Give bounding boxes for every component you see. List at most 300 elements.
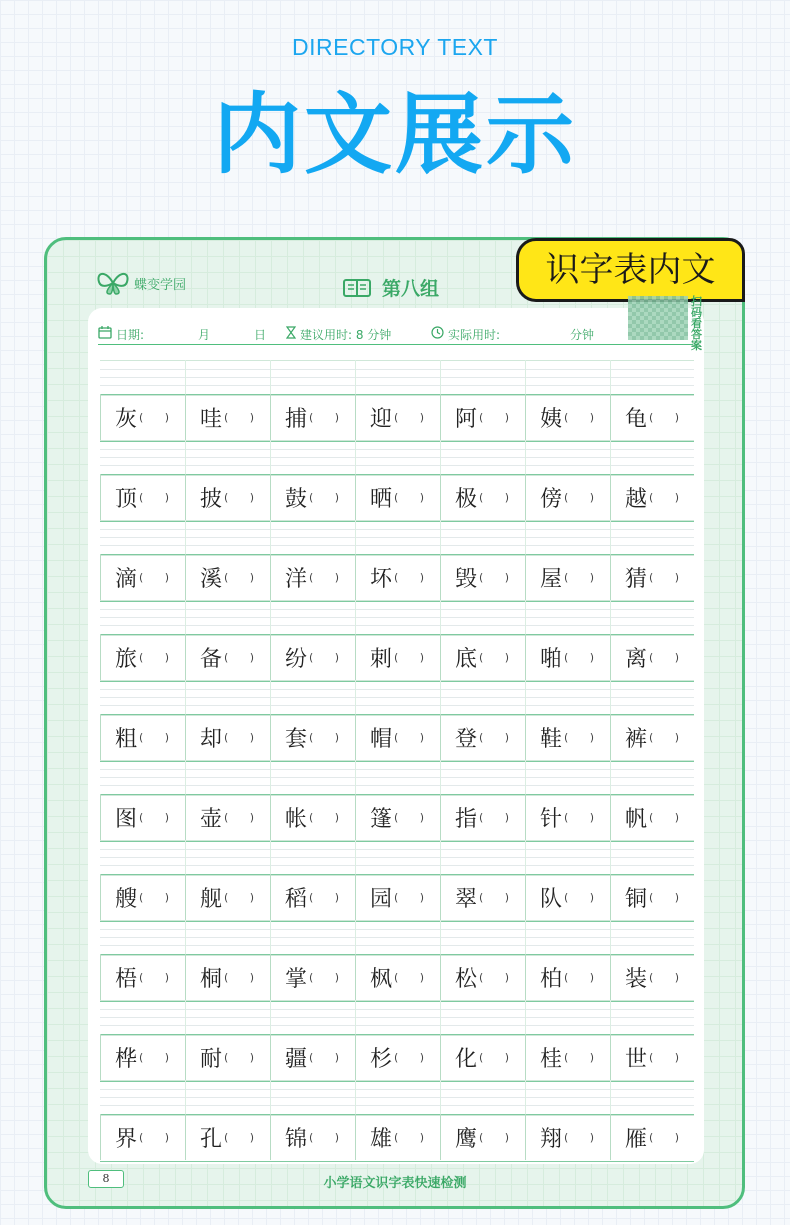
pinyin-answer-blank[interactable]: ( )	[649, 810, 689, 824]
character-cell[interactable]	[525, 874, 610, 920]
character: 舰	[200, 886, 223, 912]
character-cell[interactable]	[440, 794, 525, 840]
character-cell[interactable]	[100, 1034, 185, 1080]
pinyin-answer-blank[interactable]: ( )	[394, 1130, 434, 1144]
character-cell[interactable]	[610, 554, 695, 600]
pinyin-answer-blank[interactable]: ( )	[649, 650, 689, 664]
column-divider	[355, 600, 356, 634]
character-row	[100, 520, 694, 600]
character-cell[interactable]	[355, 634, 440, 680]
character-cell[interactable]	[100, 954, 185, 1000]
character-cell[interactable]	[355, 714, 440, 760]
guide-line	[100, 529, 694, 530]
pinyin-answer-blank[interactable]: ( )	[224, 650, 264, 664]
column-divider	[610, 600, 611, 634]
pinyin-answer-blank[interactable]: ( )	[479, 730, 519, 744]
column-divider	[440, 840, 441, 874]
character-cell[interactable]	[440, 874, 525, 920]
character-cell[interactable]	[100, 474, 185, 520]
column-divider	[355, 920, 356, 954]
character-cell[interactable]	[100, 394, 185, 440]
character-cell[interactable]	[610, 954, 695, 1000]
character-cell[interactable]	[355, 474, 440, 520]
column-divider	[525, 440, 526, 474]
pinyin-answer-blank[interactable]: ( )	[564, 890, 604, 904]
pinyin-answer-blank[interactable]: ( )	[564, 1130, 604, 1144]
pinyin-answer-blank[interactable]: ( )	[564, 410, 604, 424]
open-book-icon	[342, 277, 372, 299]
pinyin-answer-blank[interactable]: ( )	[394, 570, 434, 584]
guide-line	[100, 1017, 694, 1018]
character: 捕	[285, 406, 308, 432]
character: 翠	[455, 886, 478, 912]
character: 帐	[285, 806, 308, 832]
character-cell[interactable]	[100, 714, 185, 760]
character-cell[interactable]	[185, 1114, 270, 1160]
character-cell[interactable]	[610, 794, 695, 840]
character-cell[interactable]	[100, 874, 185, 920]
guide-line	[100, 377, 694, 378]
column-divider	[610, 920, 611, 954]
calendar-icon	[98, 326, 112, 342]
pinyin-answer-blank[interactable]: ( )	[139, 970, 179, 984]
column-divider	[270, 520, 271, 554]
character-cell[interactable]	[440, 554, 525, 600]
character: 世	[625, 1046, 648, 1072]
character-cell[interactable]	[610, 1034, 695, 1080]
guide-line	[100, 865, 694, 866]
column-divider	[610, 440, 611, 474]
character: 化	[455, 1046, 478, 1072]
character-cell[interactable]	[185, 634, 270, 680]
header-english-title: DIRECTORY TEXT	[292, 34, 498, 60]
guide-line	[100, 769, 694, 770]
character: 洋	[285, 566, 308, 592]
character: 枫	[370, 966, 393, 992]
pinyin-answer-blank[interactable]: ( )	[394, 890, 434, 904]
column-divider	[610, 840, 611, 874]
column-divider	[525, 600, 526, 634]
pinyin-answer-blank[interactable]: ( )	[564, 570, 604, 584]
character-cell[interactable]	[440, 714, 525, 760]
pinyin-answer-blank[interactable]: ( )	[224, 410, 264, 424]
character: 裤	[625, 726, 648, 752]
character-cell[interactable]	[270, 954, 355, 1000]
pinyin-answer-blank[interactable]: ( )	[649, 890, 689, 904]
character: 离	[625, 646, 648, 672]
character: 纷	[285, 646, 308, 672]
character-cell[interactable]	[525, 394, 610, 440]
character-row	[100, 680, 694, 760]
header-chinese-title: 内文展示	[212, 83, 577, 186]
character-cell[interactable]	[355, 554, 440, 600]
pinyin-answer-blank[interactable]: ( )	[649, 1130, 689, 1144]
butterfly-icon	[96, 270, 130, 296]
character: 耐	[200, 1046, 223, 1072]
character-cell[interactable]	[610, 1114, 695, 1160]
character-cell[interactable]	[355, 794, 440, 840]
pinyin-guide-lines	[100, 520, 694, 556]
column-divider	[270, 1080, 271, 1114]
pinyin-answer-blank[interactable]: ( )	[479, 1050, 519, 1064]
pinyin-answer-blank[interactable]: ( )	[139, 1050, 179, 1064]
column-divider	[525, 520, 526, 554]
character: 滴	[115, 566, 138, 592]
column-divider	[525, 920, 526, 954]
character: 装	[625, 966, 648, 992]
pinyin-answer-blank[interactable]: ( )	[649, 1050, 689, 1064]
character-cell[interactable]	[100, 554, 185, 600]
character-cell[interactable]	[100, 794, 185, 840]
pinyin-answer-blank[interactable]: ( )	[224, 1050, 264, 1064]
character: 粗	[115, 726, 138, 752]
column-divider	[355, 840, 356, 874]
guide-line	[100, 1105, 694, 1106]
pinyin-answer-blank[interactable]: ( )	[479, 650, 519, 664]
pinyin-answer-blank[interactable]: ( )	[309, 410, 349, 424]
character: 猜	[625, 566, 648, 592]
column-divider	[355, 440, 356, 474]
column-divider	[270, 840, 271, 874]
pinyin-answer-blank[interactable]: ( )	[649, 490, 689, 504]
character-cell[interactable]	[355, 394, 440, 440]
pinyin-answer-blank[interactable]: ( )	[139, 1130, 179, 1144]
pinyin-answer-blank[interactable]: ( )	[394, 650, 434, 664]
pinyin-answer-blank[interactable]: ( )	[309, 1130, 349, 1144]
character: 稻	[285, 886, 308, 912]
pinyin-answer-blank[interactable]: ( )	[479, 1130, 519, 1144]
pinyin-answer-blank[interactable]: ( )	[224, 1130, 264, 1144]
column-divider	[270, 1000, 271, 1034]
pinyin-answer-blank[interactable]: ( )	[564, 650, 604, 664]
character-cell[interactable]	[610, 634, 695, 680]
character-cell[interactable]	[525, 794, 610, 840]
character-cell[interactable]	[525, 554, 610, 600]
character: 艘	[115, 886, 138, 912]
character: 姨	[540, 406, 563, 432]
column-divider	[355, 520, 356, 554]
pinyin-answer-blank[interactable]: ( )	[394, 810, 434, 824]
pinyin-answer-blank[interactable]: ( )	[224, 490, 264, 504]
pinyin-answer-blank[interactable]: ( )	[309, 730, 349, 744]
pinyin-answer-blank[interactable]: ( )	[649, 970, 689, 984]
character-cell[interactable]	[610, 714, 695, 760]
info-bar	[98, 324, 693, 345]
pinyin-guide-lines	[100, 1080, 694, 1116]
pinyin-answer-blank[interactable]: ( )	[564, 970, 604, 984]
pinyin-guide-lines	[100, 680, 694, 716]
guide-line	[100, 785, 694, 786]
character-cell[interactable]	[185, 954, 270, 1000]
pinyin-answer-blank[interactable]: ( )	[139, 490, 179, 504]
pinyin-answer-blank[interactable]: ( )	[479, 970, 519, 984]
character-cell[interactable]	[440, 1034, 525, 1080]
column-divider	[525, 1000, 526, 1034]
character-cell[interactable]	[525, 1034, 610, 1080]
column-divider	[185, 1080, 186, 1114]
character-cell[interactable]	[610, 474, 695, 520]
month-label: 月	[198, 328, 211, 342]
column-divider	[270, 440, 271, 474]
character: 界	[115, 1126, 138, 1152]
character: 针	[540, 806, 563, 832]
column-divider	[185, 360, 186, 394]
character: 鞋	[540, 726, 563, 752]
pinyin-guide-lines	[100, 440, 694, 476]
character: 套	[285, 726, 308, 752]
qr-label: 扫码看答案	[691, 295, 702, 352]
guide-line	[100, 1009, 694, 1010]
character: 哇	[200, 406, 223, 432]
pinyin-answer-blank[interactable]: ( )	[394, 730, 434, 744]
character: 顶	[115, 486, 138, 512]
guide-line	[100, 537, 694, 538]
pinyin-answer-blank[interactable]: ( )	[564, 490, 604, 504]
pinyin-guide-lines	[100, 760, 694, 796]
character-cell[interactable]	[440, 1114, 525, 1160]
column-divider	[440, 920, 441, 954]
guide-line	[100, 1025, 694, 1026]
character-cell[interactable]	[355, 1034, 440, 1080]
pinyin-answer-blank[interactable]: ( )	[394, 490, 434, 504]
pinyin-answer-blank[interactable]: ( )	[309, 890, 349, 904]
character-cell[interactable]	[270, 874, 355, 920]
pinyin-answer-blank[interactable]: ( )	[649, 410, 689, 424]
character-cell[interactable]	[525, 954, 610, 1000]
pinyin-answer-blank[interactable]: ( )	[309, 810, 349, 824]
brand-name: 蝶变学园	[134, 277, 187, 293]
character-cell[interactable]	[355, 874, 440, 920]
character: 鼓	[285, 486, 308, 512]
character-cell[interactable]	[270, 394, 355, 440]
date-label: 日期:	[116, 328, 145, 342]
character-row	[100, 840, 694, 920]
pinyin-answer-blank[interactable]: ( )	[479, 490, 519, 504]
column-divider	[440, 760, 441, 794]
character: 掌	[285, 966, 308, 992]
character-cell[interactable]	[355, 1114, 440, 1160]
character: 锦	[285, 1126, 308, 1152]
character: 底	[455, 646, 478, 672]
pinyin-answer-blank[interactable]: ( )	[224, 570, 264, 584]
character: 园	[370, 886, 393, 912]
character-cell[interactable]	[270, 554, 355, 600]
character-cell[interactable]	[610, 874, 695, 920]
character: 鹰	[455, 1126, 478, 1152]
pinyin-answer-blank[interactable]: ( )	[564, 810, 604, 824]
character-cell[interactable]	[185, 794, 270, 840]
guide-line	[100, 849, 694, 850]
pinyin-answer-blank[interactable]: ( )	[139, 650, 179, 664]
column-divider	[185, 840, 186, 874]
character: 松	[455, 966, 478, 992]
pinyin-guide-lines	[100, 840, 694, 876]
guide-line	[100, 625, 694, 626]
pinyin-answer-blank[interactable]: ( )	[394, 1050, 434, 1064]
pinyin-answer-blank[interactable]: ( )	[309, 650, 349, 664]
pinyin-answer-blank[interactable]: ( )	[139, 730, 179, 744]
pinyin-answer-blank[interactable]: ( )	[479, 410, 519, 424]
character-cell[interactable]	[185, 1034, 270, 1080]
column-divider	[610, 520, 611, 554]
character-cell[interactable]	[185, 714, 270, 760]
character: 翔	[540, 1126, 563, 1152]
column-divider	[270, 360, 271, 394]
hourglass-icon	[286, 326, 296, 342]
pinyin-answer-blank[interactable]: ( )	[394, 410, 434, 424]
column-divider	[440, 1080, 441, 1114]
column-divider	[355, 680, 356, 714]
content-tag: 识字表内文	[516, 238, 745, 302]
column-divider	[355, 360, 356, 394]
character: 队	[540, 886, 563, 912]
character-row	[100, 920, 694, 1000]
column-divider	[185, 440, 186, 474]
day-label: 日	[254, 328, 267, 342]
character: 极	[455, 486, 478, 512]
pinyin-answer-blank[interactable]: ( )	[479, 890, 519, 904]
character-cell[interactable]	[270, 634, 355, 680]
suggested-time: 建议用时: 8 分钟	[300, 328, 392, 342]
character-cell[interactable]	[185, 394, 270, 440]
column-divider	[440, 360, 441, 394]
character-cell[interactable]	[440, 954, 525, 1000]
character-cell[interactable]	[355, 954, 440, 1000]
column-divider	[185, 920, 186, 954]
guide-line	[100, 369, 694, 370]
character-cell[interactable]	[525, 714, 610, 760]
pinyin-answer-blank[interactable]: ( )	[224, 890, 264, 904]
character: 指	[455, 806, 478, 832]
character-cell[interactable]	[270, 1114, 355, 1160]
character: 雁	[625, 1126, 648, 1152]
character: 傍	[540, 486, 563, 512]
pinyin-answer-blank[interactable]: ( )	[309, 1050, 349, 1064]
character: 柏	[540, 966, 563, 992]
column-divider	[185, 680, 186, 714]
guide-line	[100, 609, 694, 610]
group-label: 第八组	[382, 278, 440, 300]
pinyin-answer-blank[interactable]: ( )	[564, 730, 604, 744]
column-divider	[270, 760, 271, 794]
column-divider	[270, 680, 271, 714]
pinyin-guide-lines	[100, 1000, 694, 1036]
column-divider	[610, 360, 611, 394]
guide-line	[100, 385, 694, 386]
page-number: 8	[88, 1170, 124, 1188]
character-cell[interactable]	[525, 474, 610, 520]
character: 雄	[370, 1126, 393, 1152]
pinyin-answer-blank[interactable]: ( )	[649, 570, 689, 584]
column-divider	[440, 520, 441, 554]
column-divider	[185, 1000, 186, 1034]
column-divider	[440, 1000, 441, 1034]
guide-line	[100, 1097, 694, 1098]
pinyin-answer-blank[interactable]: ( )	[139, 890, 179, 904]
character: 却	[200, 726, 223, 752]
guide-line	[100, 777, 694, 778]
character: 旅	[115, 646, 138, 672]
pinyin-answer-blank[interactable]: ( )	[309, 970, 349, 984]
pinyin-answer-blank[interactable]: ( )	[309, 570, 349, 584]
pinyin-answer-blank[interactable]: ( )	[479, 810, 519, 824]
pinyin-answer-blank[interactable]: ( )	[564, 1050, 604, 1064]
character-grid	[100, 360, 694, 1160]
character-cell[interactable]	[525, 634, 610, 680]
character: 坏	[370, 566, 393, 592]
character-cell[interactable]	[270, 1034, 355, 1080]
column-divider	[270, 600, 271, 634]
pinyin-answer-blank[interactable]: ( )	[139, 410, 179, 424]
pinyin-answer-blank[interactable]: ( )	[649, 730, 689, 744]
pinyin-guide-lines	[100, 920, 694, 956]
character: 杉	[370, 1046, 393, 1072]
pinyin-answer-blank[interactable]: ( )	[309, 490, 349, 504]
pinyin-guide-lines	[100, 360, 694, 396]
column-divider	[525, 360, 526, 394]
character-cell[interactable]	[100, 634, 185, 680]
character-cell[interactable]	[440, 474, 525, 520]
character-cell[interactable]	[270, 714, 355, 760]
character: 越	[625, 486, 648, 512]
character-cell[interactable]	[610, 394, 695, 440]
guide-line	[100, 449, 694, 450]
character: 孔	[200, 1126, 223, 1152]
character-cell[interactable]	[100, 1114, 185, 1160]
pinyin-answer-blank[interactable]: ( )	[139, 810, 179, 824]
column-divider	[440, 680, 441, 714]
character: 龟	[625, 406, 648, 432]
column-divider	[610, 760, 611, 794]
character-row	[100, 600, 694, 680]
character: 屋	[540, 566, 563, 592]
guide-line	[100, 705, 694, 706]
character-row	[100, 440, 694, 520]
guide-line	[100, 929, 694, 930]
pinyin-answer-blank[interactable]: ( )	[224, 970, 264, 984]
character-cell[interactable]	[185, 874, 270, 920]
character: 晒	[370, 486, 393, 512]
group-title	[342, 274, 439, 301]
guide-line	[100, 457, 694, 458]
column-divider	[610, 1080, 611, 1114]
character: 灰	[115, 406, 138, 432]
column-divider	[440, 600, 441, 634]
pinyin-answer-blank[interactable]: ( )	[394, 970, 434, 984]
pinyin-answer-blank[interactable]: ( )	[224, 730, 264, 744]
character-row	[100, 760, 694, 840]
character: 阿	[455, 406, 478, 432]
column-divider	[610, 680, 611, 714]
character-cell[interactable]	[440, 394, 525, 440]
character: 登	[455, 726, 478, 752]
character-cell[interactable]	[185, 554, 270, 600]
pinyin-answer-blank[interactable]: ( )	[139, 570, 179, 584]
character-cell[interactable]	[525, 1114, 610, 1160]
guide-line	[100, 617, 694, 618]
character-cell[interactable]	[440, 634, 525, 680]
pinyin-answer-blank[interactable]: ( )	[224, 810, 264, 824]
column-divider	[525, 1080, 526, 1114]
character: 披	[200, 486, 223, 512]
character-cell[interactable]	[185, 474, 270, 520]
footer-title: 小学语文识字表快速检测	[323, 1176, 467, 1191]
character-row	[100, 1000, 694, 1080]
character-cell[interactable]	[270, 474, 355, 520]
column-divider	[355, 760, 356, 794]
character-cell[interactable]	[270, 794, 355, 840]
pinyin-answer-blank[interactable]: ( )	[479, 570, 519, 584]
